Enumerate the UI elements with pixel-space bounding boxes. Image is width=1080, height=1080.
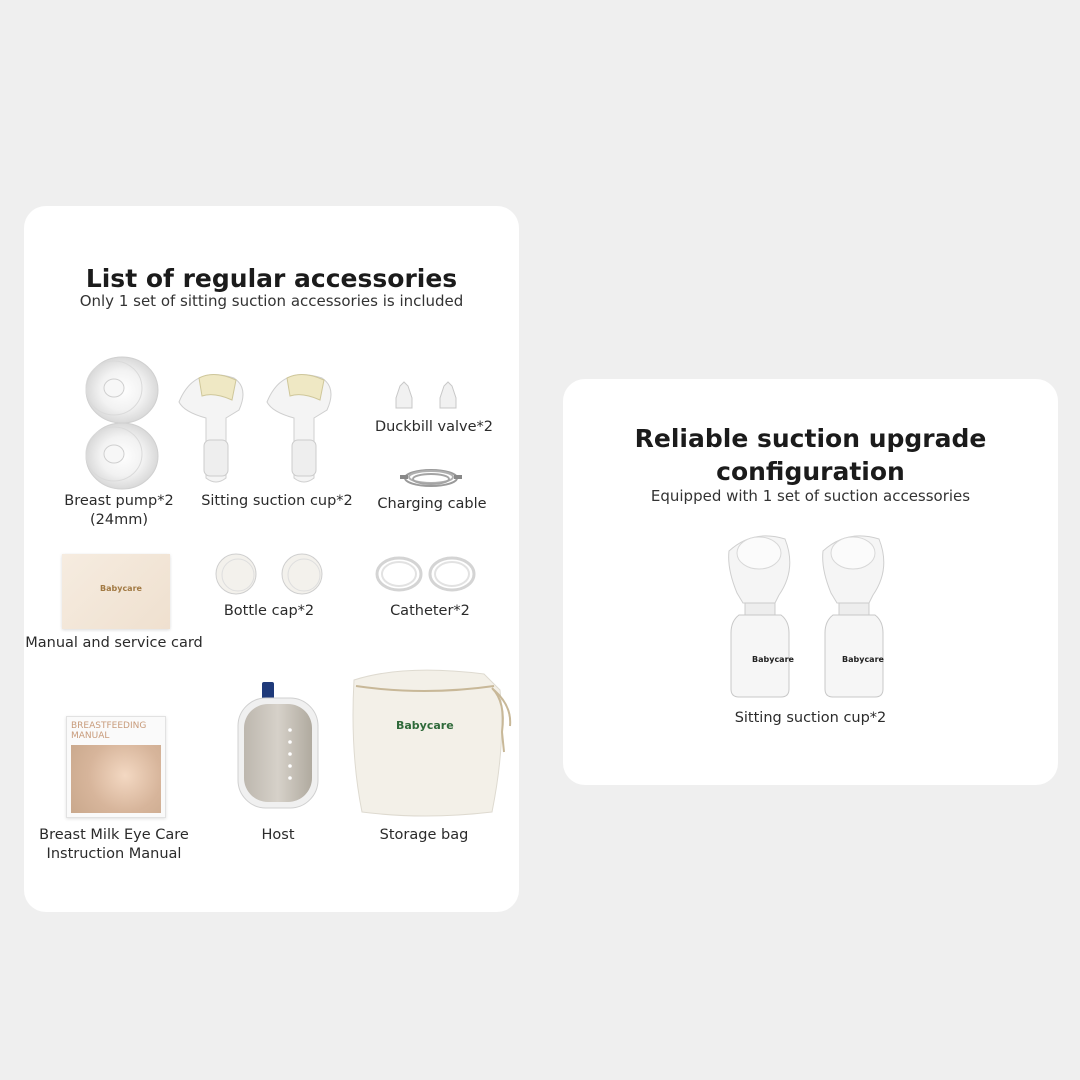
manual-service-card-label: Manual and service card bbox=[25, 635, 203, 651]
service-card-brand: Babycare bbox=[100, 584, 142, 593]
bottle-brand-left: Babycare bbox=[752, 655, 794, 664]
upgrade-subtitle: Equipped with 1 set of suction accessories bbox=[650, 487, 971, 505]
duckbill-valve-label: Duckbill valve*2 bbox=[374, 419, 494, 435]
upgrade-title-line-1: Reliable suction upgrade bbox=[634, 424, 987, 453]
storage-bag-brand: Babycare bbox=[396, 719, 454, 732]
regular-accessories-card bbox=[24, 206, 519, 912]
upgrade-title-line-2: configuration bbox=[716, 457, 905, 486]
booklet-photo bbox=[71, 745, 161, 813]
charging-cable-label: Charging cable bbox=[377, 496, 487, 512]
service-card-image bbox=[62, 554, 170, 629]
eye-care-manual-label-2: Instruction Manual bbox=[46, 846, 182, 862]
breast-pump-size-label: (24mm) bbox=[89, 512, 148, 528]
eye-care-manual-label-1: Breast Milk Eye Care bbox=[39, 827, 189, 843]
bottle-cap-label: Bottle cap*2 bbox=[223, 603, 315, 619]
breast-pump-label: Breast pump*2 bbox=[64, 493, 174, 509]
storage-bag-label: Storage bag bbox=[379, 827, 469, 843]
catheter-label: Catheter*2 bbox=[390, 603, 470, 619]
charging-cable-image bbox=[396, 464, 466, 492]
sitting-suction-cup-image bbox=[174, 360, 354, 488]
regular-accessories-subtitle: Only 1 set of sitting suction accessories is included bbox=[79, 292, 464, 310]
upgrade-configuration-card bbox=[563, 379, 1058, 785]
duckbill-valve-image bbox=[390, 378, 470, 414]
storage-bag-image bbox=[344, 662, 514, 822]
bottle-cap-image bbox=[214, 552, 326, 596]
sitting-suction-cup-label: Sitting suction cup*2 bbox=[201, 493, 353, 509]
sitting-suction-cup-upgrade-label: Sitting suction cup*2 bbox=[734, 710, 887, 726]
booklet-title-2: MANUAL bbox=[71, 731, 110, 741]
breastfeeding-manual-image bbox=[66, 716, 166, 818]
booklet-title-1: BREASTFEEDING bbox=[71, 721, 147, 731]
sitting-suction-cup-bottles-image bbox=[723, 529, 903, 701]
bottle-brand-right: Babycare bbox=[842, 655, 884, 664]
host-label: Host bbox=[261, 827, 295, 843]
regular-accessories-title: List of regular accessories bbox=[85, 264, 458, 293]
host-device-image bbox=[232, 680, 324, 812]
breast-pump-flange-image bbox=[74, 354, 164, 492]
catheter-image bbox=[372, 550, 478, 598]
